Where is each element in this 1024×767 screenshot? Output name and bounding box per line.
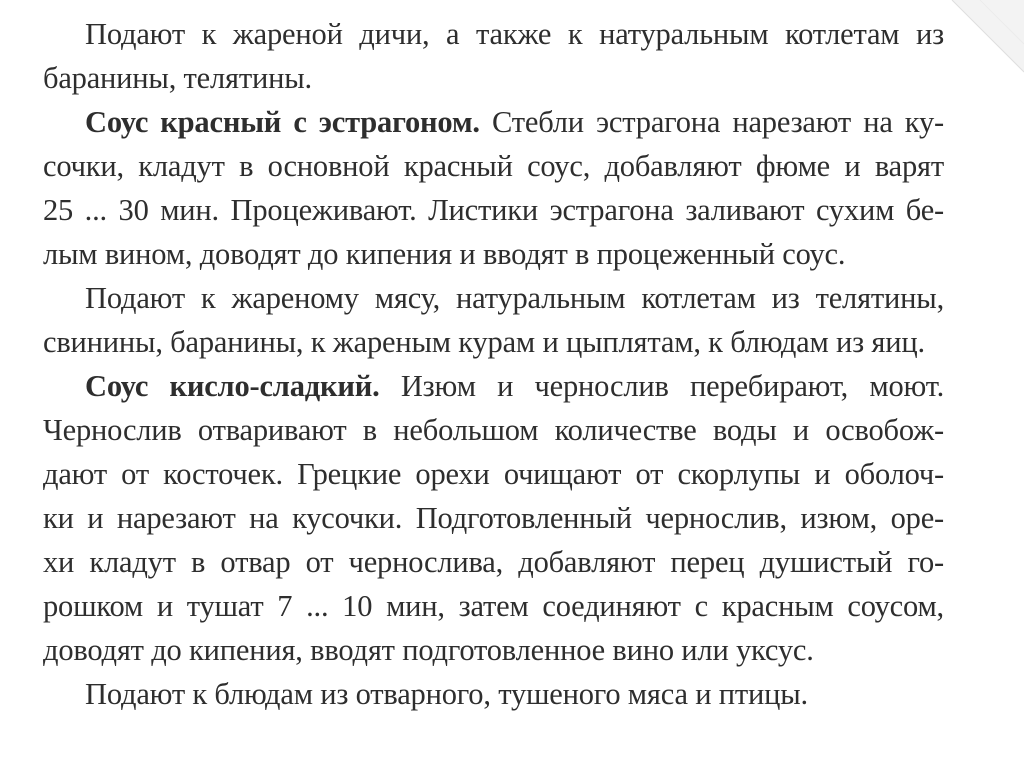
line-text: Подают к блюдам из отварного, тушеного мяса и птицы.	[85, 677, 808, 711]
text-line	[43, 276, 944, 320]
line-text: доводят до кипения, вводят подготовленное вино или уксус.	[43, 633, 814, 667]
line-text: ки и нарезают на кусочки. Подготовленный чернослив, изюм, оре-	[43, 501, 944, 535]
sauce-title-tarragon: Соус красный с эстрагоном.	[85, 105, 480, 139]
line-text: Подают к жареному мясу, натуральным котлетам из телятины,	[85, 281, 944, 315]
text-line	[43, 452, 944, 496]
text-line	[43, 628, 944, 672]
line-text: 25 ... 30 мин. Процеживают. Листики эстрагона заливают сухим бе-	[43, 193, 944, 227]
line-text: Стебли эстрагона нарезают на ку-	[479, 105, 944, 139]
text-line	[43, 496, 944, 540]
text-line	[43, 320, 944, 364]
line-text: Изюм и чернослив перебирают, моют.	[379, 369, 944, 403]
page-curl-decoration	[932, 0, 1024, 92]
line-text: дают от косточек. Грецкие орехи очищают от скорлупы и оболоч-	[43, 457, 944, 491]
text-line	[43, 364, 944, 408]
text-line	[43, 584, 944, 628]
line-text: Подают к жареной дичи, а также к натуральным котлетам из	[85, 17, 944, 51]
text-line	[43, 408, 944, 452]
text-line	[43, 232, 944, 276]
text-line	[43, 56, 944, 100]
text-line	[43, 188, 944, 232]
text-line	[43, 100, 944, 144]
recipe-text-block	[43, 12, 944, 716]
line-text: свинины, баранины, к жареным курам и цыплятам, к блюдам из яиц.	[43, 325, 925, 359]
line-text: лым вином, доводят до кипения и вводят в процеженный соус.	[43, 237, 846, 271]
line-text: Чернослив отваривают в небольшом количестве воды и освобож-	[43, 413, 944, 447]
text-line	[43, 672, 944, 716]
text-line	[43, 540, 944, 584]
line-text: сочки, кладут в основной красный соус, добавляют фюме и варят	[43, 149, 944, 183]
line-text: баранины, телятины.	[43, 61, 312, 95]
sauce-title-sweet-sour: Соус кисло-сладкий.	[85, 369, 380, 403]
text-line	[43, 144, 944, 188]
line-text: рошком и тушат 7 ... 10 мин, затем соединяют с красным соусом,	[43, 589, 944, 623]
text-line	[43, 12, 944, 56]
line-text: хи кладут в отвар от чернослива, добавляют перец душистый го-	[43, 545, 944, 579]
